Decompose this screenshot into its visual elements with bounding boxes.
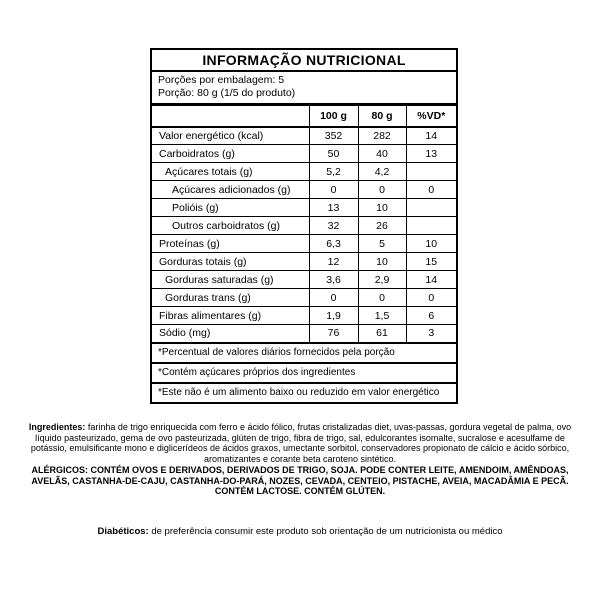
- footnote-text: *Este não é um alimento baixo ou reduzido em valor energético: [151, 383, 457, 403]
- nutrient-row: [151, 217, 457, 235]
- nutrient-label: Gorduras saturadas (g): [151, 271, 309, 289]
- value-percent-vd: 3: [406, 325, 457, 343]
- column-header-80g: 80 g: [358, 105, 406, 127]
- value-percent-vd: [406, 217, 457, 235]
- nutrient-label: Valor energético (kcal): [151, 127, 309, 145]
- diabetics-advice: [22, 526, 578, 538]
- servings-row: [151, 71, 457, 105]
- value-per-80g: 40: [358, 145, 406, 163]
- value-per-100g: 50: [309, 145, 358, 163]
- table-title-row: [151, 49, 457, 71]
- lactose-gluten-statement: CONTÉM LACTOSE. CONTÉM GLÚTEN.: [214, 486, 386, 496]
- value-per-80g: 0: [358, 289, 406, 307]
- nutrient-row: [151, 253, 457, 271]
- nutrition-facts-panel: [150, 48, 456, 404]
- ingredients-label: Ingredientes:: [28, 422, 86, 432]
- nutrient-row: [151, 307, 457, 325]
- column-header-empty: [151, 105, 309, 127]
- nutrient-row: [151, 235, 457, 253]
- value-per-100g: 3,6: [309, 271, 358, 289]
- value-percent-vd: 14: [406, 271, 457, 289]
- label-text-section: [22, 422, 578, 497]
- nutrient-label: Carboidratos (g): [151, 145, 309, 163]
- value-per-80g: 61: [358, 325, 406, 343]
- column-header-vd: %VD*: [406, 105, 457, 127]
- value-percent-vd: [406, 163, 457, 181]
- nutrient-row: [151, 325, 457, 343]
- value-percent-vd: 0: [406, 181, 457, 199]
- value-per-80g: 4,2: [358, 163, 406, 181]
- value-percent-vd: 6: [406, 307, 457, 325]
- nutrition-table-body: [151, 49, 457, 403]
- nutrient-label: Sódio (mg): [151, 325, 309, 343]
- value-per-80g: 10: [358, 253, 406, 271]
- value-per-100g: 12: [309, 253, 358, 271]
- value-per-100g: 0: [309, 181, 358, 199]
- ingredients-text: farinha de trigo enriquecida com ferro e ácido fólico, frutas cristalizadas diet, uvas-passas, gordura vegetal de palma, ovo líquido pasteurizado, gema de ovo pasteurizada, glúten de trigo, fibra de trigo, sal, edulcorantes isomalte, sucralose e acesulfame de potássio, emulsificante mono e diglicerídeos de ácidos graxos, umectante sorbitol, conservadores propionato de cálcio e ácido sórbico, aromatizantes e corante beta caroteno sintético.: [30, 422, 572, 464]
- value-percent-vd: 10: [406, 235, 457, 253]
- nutrient-row: [151, 271, 457, 289]
- footnote-row: [151, 383, 457, 403]
- value-percent-vd: 13: [406, 145, 457, 163]
- column-header-100g: 100 g: [309, 105, 358, 127]
- nutrient-label: Outros carboidratos (g): [151, 217, 309, 235]
- nutrient-label: Polióis (g): [151, 199, 309, 217]
- value-per-80g: 10: [358, 199, 406, 217]
- nutrient-row: [151, 199, 457, 217]
- footnote-text: *Percentual de valores diários fornecidos pela porção: [151, 343, 457, 363]
- diabetics-text: de preferência consumir este produto sob orientação de um nutricionista ou médico: [148, 526, 503, 537]
- nutrient-label: Açúcares totais (g): [151, 163, 309, 181]
- footnote-text: *Contém açúcares próprios dos ingredientes: [151, 363, 457, 383]
- value-percent-vd: 0: [406, 289, 457, 307]
- nutrient-row: [151, 145, 457, 163]
- value-per-100g: 32: [309, 217, 358, 235]
- value-per-100g: 352: [309, 127, 358, 145]
- value-per-80g: 2,9: [358, 271, 406, 289]
- nutrient-label: Gorduras totais (g): [151, 253, 309, 271]
- nutrient-label: Açúcares adicionados (g): [151, 181, 309, 199]
- allergens-statement: ALÉRGICOS: CONTÉM OVOS E DERIVADOS, DERIVADOS DE TRIGO, SOJA. PODE CONTER LEITE, AMENDOIM, AMÊNDOAS, AVELÃS, CASTANHA-DE-CAJU, CASTANHA-DO-PARÁ, NOZES, CEVADA, CENTEIO, PISTACHE, AVEIA, MACADÂMIA E PECÃ.: [31, 465, 569, 486]
- value-per-100g: 0: [309, 289, 358, 307]
- value-per-100g: 1,9: [309, 307, 358, 325]
- ingredients-paragraph: [22, 422, 578, 464]
- value-per-100g: 5,2: [309, 163, 358, 181]
- serving-size: Porção: 80 g (1/5 do produto): [158, 87, 296, 99]
- nutrient-label: Proteínas (g): [151, 235, 309, 253]
- value-percent-vd: 14: [406, 127, 457, 145]
- nutrient-row: [151, 163, 457, 181]
- value-per-80g: 26: [358, 217, 406, 235]
- value-percent-vd: 15: [406, 253, 457, 271]
- nutrient-row: [151, 127, 457, 145]
- table-title: INFORMAÇÃO NUTRICIONAL: [151, 49, 457, 71]
- footnote-row: [151, 343, 457, 363]
- value-per-100g: 13: [309, 199, 358, 217]
- value-per-100g: 6,3: [309, 235, 358, 253]
- nutrient-row: [151, 289, 457, 307]
- footnote-row: [151, 363, 457, 383]
- diabetics-label: Diabéticos:: [97, 526, 149, 537]
- value-per-100g: 76: [309, 325, 358, 343]
- value-per-80g: 0: [358, 181, 406, 199]
- nutrient-row: [151, 181, 457, 199]
- value-per-80g: 1,5: [358, 307, 406, 325]
- servings-cell: [151, 71, 457, 105]
- value-percent-vd: [406, 199, 457, 217]
- nutrient-label: Gorduras trans (g): [151, 289, 309, 307]
- column-header-row: [151, 105, 457, 127]
- value-per-80g: 282: [358, 127, 406, 145]
- servings-per-package: Porções por embalagem: 5: [158, 74, 285, 86]
- nutrient-label: Fibras alimentares (g): [151, 307, 309, 325]
- value-per-80g: 5: [358, 235, 406, 253]
- nutrition-table: [150, 48, 458, 404]
